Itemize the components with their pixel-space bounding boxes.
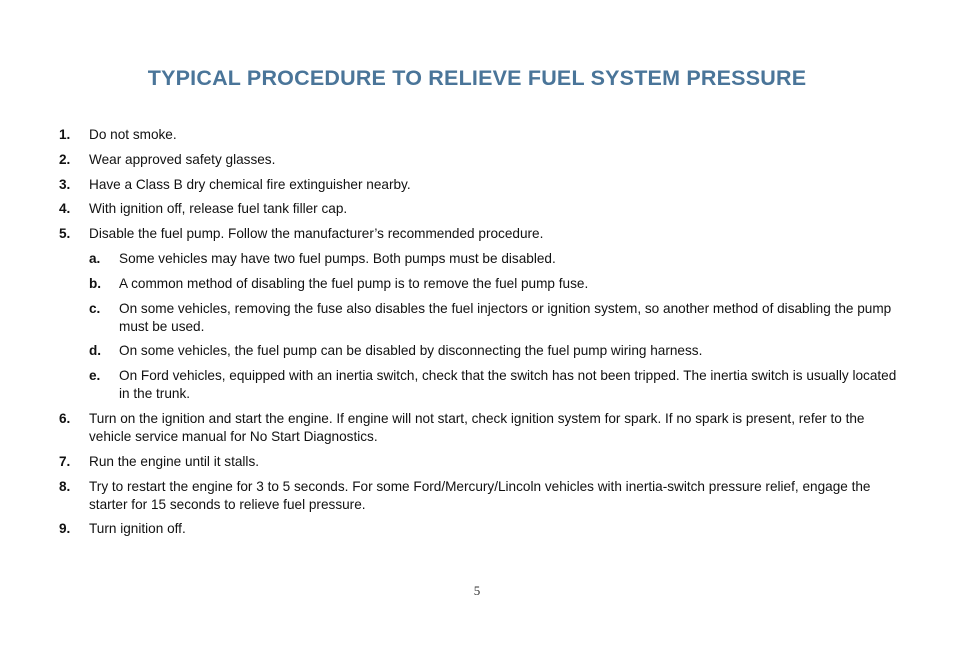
step-number: 5. (59, 226, 71, 242)
substep-letter: b. (89, 275, 102, 291)
substep-text: On some vehicles, removing the fuse also disables the fuel injectors or ignition system, so another method of disabling the pump must be used. (119, 300, 892, 334)
step-number: 9. (59, 521, 71, 537)
step-item (59, 453, 899, 471)
substep-item (89, 250, 899, 268)
step-number: 1. (59, 127, 71, 142)
substep-text: Some vehicles may have two fuel pumps. Both pumps must be disabled. (119, 250, 556, 266)
substep-item (89, 275, 899, 293)
procedure-steps (59, 126, 899, 545)
page-number: 5 (473, 583, 481, 598)
step-text: Disable the fuel pump. Follow the manufacturer’s recommended procedure. (89, 226, 544, 242)
substep-letter: e. (89, 368, 101, 384)
substep-item (89, 300, 899, 336)
substep-letter: d. (89, 343, 102, 359)
step-number: 8. (59, 478, 71, 494)
step-number: 3. (59, 176, 71, 192)
step-item (59, 478, 899, 514)
substep-text: On some vehicles, the fuel pump can be disabled by disconnecting the fuel pump wiring harness. (119, 343, 703, 359)
step-item (59, 520, 899, 538)
step-text: Run the engine until it stalls. (89, 453, 260, 469)
substep-text: On Ford vehicles, equipped with an inertia switch, check that the switch has not been tripped. The inertia switch is usually located in the trunk. (119, 368, 897, 402)
substep-item (89, 367, 899, 403)
step-text: Have a Class B dry chemical fire extinguisher nearby. (89, 176, 411, 192)
step-item (59, 200, 899, 218)
substep-letter: a. (89, 250, 101, 266)
step-number: 6. (59, 410, 71, 426)
step-item (59, 410, 899, 446)
page-title: TYPICAL PROCEDURE TO RELIEVE FUEL SYSTEM PRESSURE (147, 66, 807, 90)
step-text: With ignition off, release fuel tank filler cap. (89, 201, 348, 217)
step-text: Wear approved safety glasses. (89, 151, 276, 167)
step-item (59, 176, 899, 194)
substep-text: A common method of disabling the fuel pump is to remove the fuel pump fuse. (119, 275, 589, 291)
substeps-list (89, 250, 899, 403)
step-text: Try to restart the engine for 3 to 5 seconds. For some Ford/Mercury/Lincoln vehicles with inertia-switch pressure relief, engage the starter for 15 seconds to relieve fuel pressure. (89, 478, 871, 512)
step-text: Turn ignition off. (89, 521, 186, 537)
step-number: 2. (59, 151, 71, 167)
step-number: 7. (59, 453, 71, 469)
step-item (59, 225, 899, 403)
step-item (59, 126, 899, 144)
step-number: 4. (59, 201, 71, 217)
step-text: Turn on the ignition and start the engine. If engine will not start, check ignition system for spark. If no spark is present, refer to the vehicle service manual for No Start Diagnostics. (89, 410, 865, 444)
substep-letter: c. (89, 300, 101, 316)
substep-item (89, 342, 899, 360)
step-item (59, 151, 899, 169)
step-text: Do not smoke. (89, 127, 177, 142)
